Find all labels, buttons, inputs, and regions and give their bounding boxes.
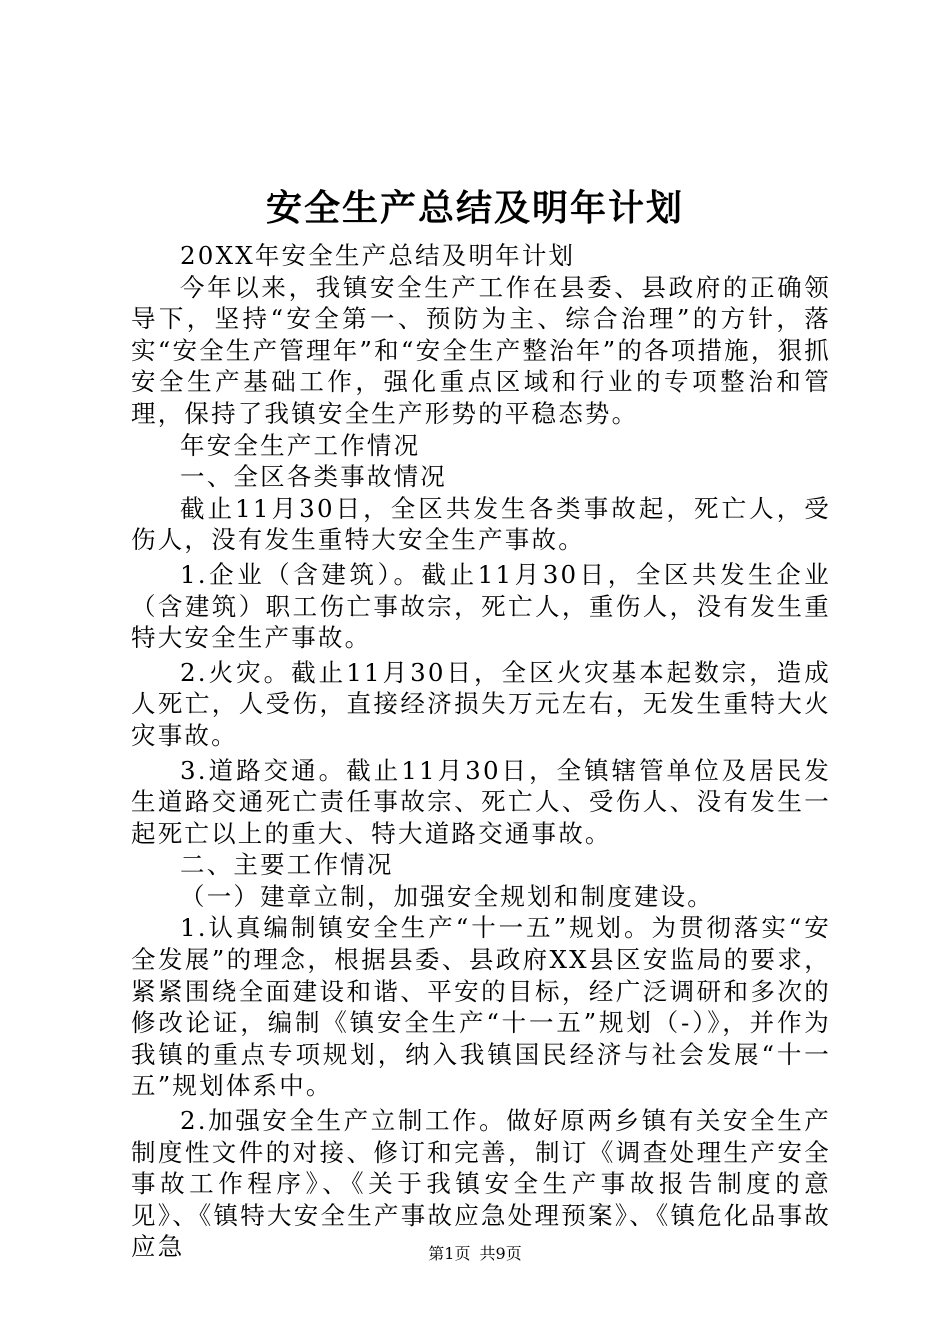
paragraph-planning: 1.认真编制镇安全生产“十一五”规划。为贯彻落实“安全发展”的理念，根据县委、县政府XX县区安监局的要求，紧紧围绕全面建设和谐、平安的目标，经广泛调研和多次的修改论证，编制《镇安全生产“十一五”规划（-）》，并作为我镇的重点专项规划，纳入我镇国民经济与社会发展“十一五”规划体系中。 <box>131 913 831 1101</box>
paragraph-heading-year: 年安全生产工作情况 <box>180 430 421 460</box>
paragraph-accident-summary: 截止11月30日，全区共发生各类事故起，死亡人，受伤人，没有发生重特大安全生产事故。 <box>131 493 831 555</box>
paragraph-enterprise: 1.企业（含建筑）。截止11月30日，全区共发生企业（含建筑）职工伤亡事故宗，死亡人，重伤人，没有发生重特大安全生产事故。 <box>131 559 831 653</box>
page-number: 第1页 <box>428 1244 471 1263</box>
paragraph-heading-work: 二、主要工作情况 <box>180 850 394 880</box>
paragraph-heading-accidents: 一、全区各类事故情况 <box>180 462 447 492</box>
page-footer <box>0 1243 950 1265</box>
paragraph-traffic: 3.道路交通。截止11月30日，全镇辖管单位及居民发生道路交通死亡责任事故宗、死亡人、受伤人、没有发生一起死亡以上的重大、特大道路交通事故。 <box>131 755 831 848</box>
document-title: 安全生产总结及明年计划 <box>265 187 684 229</box>
paragraph-heading-regulation: （一）建章立制，加强安全规划和制度建设。 <box>180 881 714 911</box>
paragraph-intro: 今年以来，我镇安全生产工作在县委、县政府的正确领导下，坚持“安全第一、预防为主、综合治理”的方针，落实“安全生产管理年”和“安全生产整治年”的各项措施，狠抓安全生产基础工作，强化重点区域和行业的专项整治和管理，保持了我镇安全生产形势的平稳态势。 <box>131 272 831 428</box>
paragraph-subtitle: 20XX年安全生产总结及明年计划 <box>180 241 576 270</box>
paragraph-fire: 2.火灾。截止11月30日，全区火灾基本起数宗，造成人死亡，人受伤，直接经济损失万元左右，无发生重特大火灾事故。 <box>131 657 831 750</box>
page-total: 共9页 <box>479 1244 522 1263</box>
document-body <box>131 240 831 1263</box>
paragraph-legislation: 2.加强安全生产立制工作。做好原两乡镇有关安全生产制度性文件的对接、修订和完善，制订《调查处理生产安全事故工作程序》、《关于我镇安全生产事故报告制度的意见》、《镇特大安全生产事故应急处理预案》、《镇危化品事故应急 <box>131 1106 831 1262</box>
